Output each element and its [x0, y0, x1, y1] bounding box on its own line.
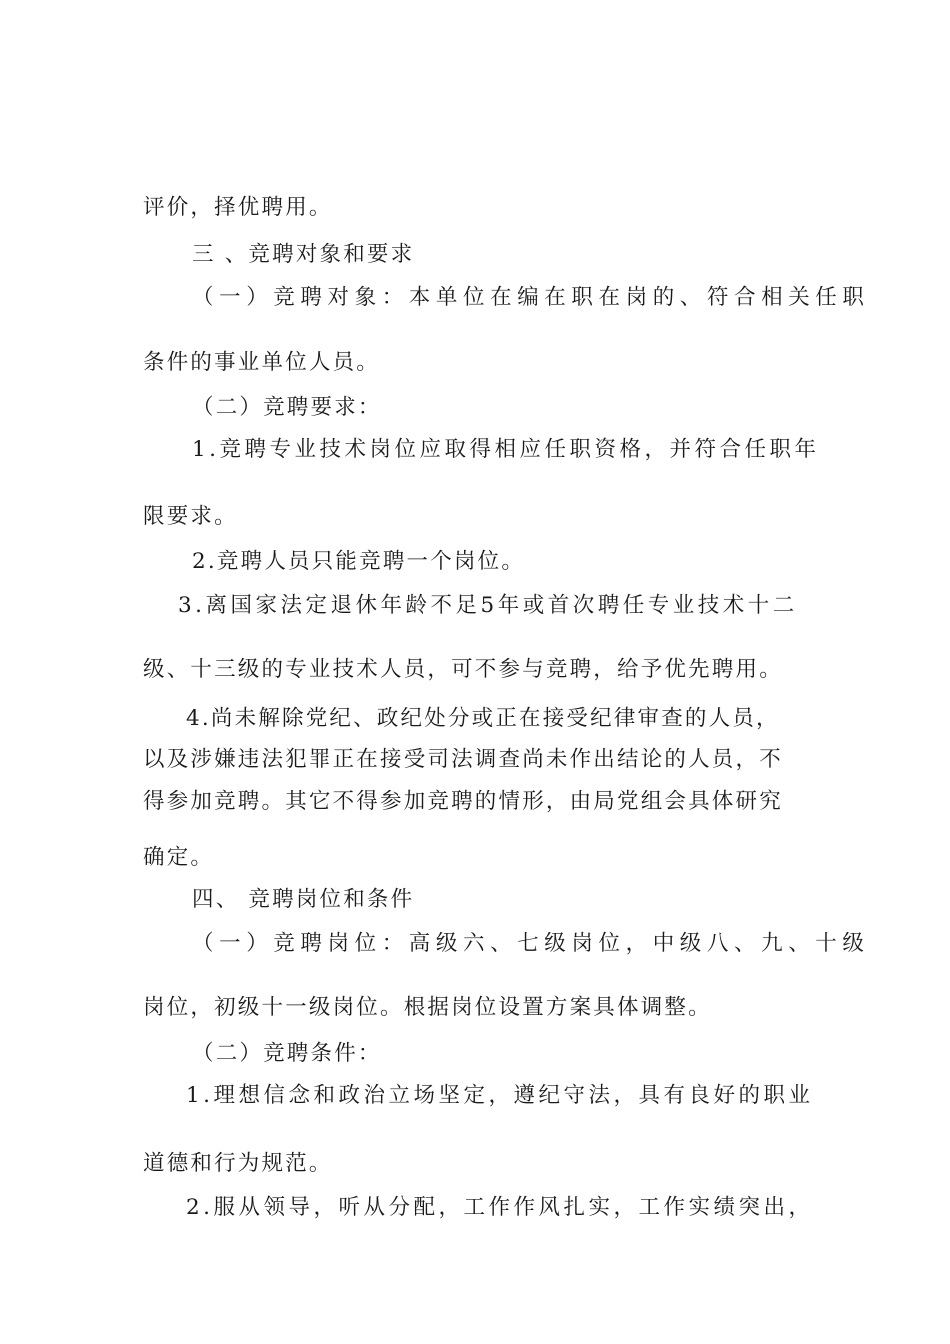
text-line: 级、十三级的专业技术人员，可不参与竞聘，给予优先聘用。 — [143, 657, 783, 682]
text-line: 确定。 — [143, 845, 215, 870]
subsection-heading: （二）竞聘要求： — [192, 395, 382, 420]
text-line: 道德和行为规范。 — [143, 1151, 333, 1176]
text-line: 1.理想信念和政治立场坚定，遵纪守法，具有良好的职业 — [186, 1083, 814, 1108]
text-line: 得参加竞聘。其它不得参加竞聘的情形，由局党组会具体研究 — [143, 789, 783, 814]
text-line: 4.尚未解除党纪、政纪处分或正在接受纪律审查的人员， — [186, 706, 780, 731]
text-line: 评价，择优聘用。 — [143, 195, 333, 220]
subsection-heading: （二）竞聘条件： — [192, 1041, 382, 1066]
text-line: 2.服从领导，听从分配，工作作风扎实，工作实绩突出， — [186, 1195, 814, 1220]
text-line: 1.竞聘专业技术岗位应取得相应任职资格，并符合任职年 — [192, 437, 820, 462]
section-heading: 三 、竞聘对象和要求 — [192, 242, 415, 267]
text-line: 以及涉嫌违法犯罪正在接受司法调查尚未作出结论的人员，不 — [143, 747, 783, 772]
text-line: 岗位，初级十一级岗位。根据岗位设置方案具体调整。 — [143, 995, 712, 1020]
text-line: （一）竞聘岗位：高级六、七级岗位，中级八、九、十级 — [192, 931, 870, 956]
text-line: 条件的事业单位人员。 — [143, 350, 381, 375]
section-heading: 四、 竞聘岗位和条件 — [192, 887, 415, 912]
text-line: （一）竞聘对象：本单位在编在职在岗的、符合相关任职 — [192, 285, 870, 310]
text-line: 2.竞聘人员只能竞聘一个岗位。 — [192, 549, 526, 574]
text-line: 3.离国家法定退休年龄不足5年或首次聘任专业技术十二 — [178, 593, 798, 618]
text-line: 限要求。 — [143, 504, 238, 529]
